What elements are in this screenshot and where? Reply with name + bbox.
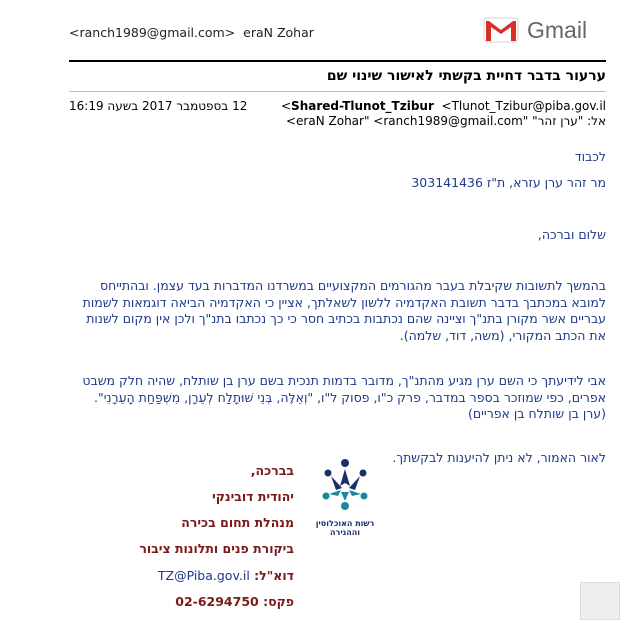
signature-regards: בברכה, [250,463,294,478]
account-email: <ranch1989@gmail.com> [69,25,236,40]
to-value: "ערן זהר" "eraN Zohar" <ranch1989@gmail.com> [285,114,584,128]
to-label: אל: [587,114,606,128]
signature-email-row [158,568,294,583]
sender-line [281,99,606,113]
account-info [69,25,314,40]
email-subject: ערעור בדבר דחיית בקשתי לאישור שינוי שם [326,68,606,84]
email-label: דוא"ל: [254,568,294,583]
page-corner-box [580,582,620,620]
paragraph-1: בהמשך לתשובות שקיבלת בעבר מהגורמים המקצועיים במשרדנו המדברות בעד עצמן. ובהתייחס למובא במכתבך בדבר תשובת האקדמיה ללשון לשאלתך, אציין כי האקדמיה הביאה דוגמאות לשמות עבריים אשר מקורן בתנ"ך וציינה שהם נכתבות בכתיב חסר כי כך נכתבו בתנ"ך ולכן אין מקום לשנות את הכתב המקורי, (משה, דוד, שלמה). [82,278,606,343]
signature-name: יהודית דובינקי [212,489,294,504]
gmail-icon [483,16,519,44]
email-date: 12 בספטמבר 2017 בשעה 16:19 [69,99,248,113]
population-authority-logo-icon [316,456,374,522]
closing-line: לאור האמור, לא ניתן להיענות לבקשתך. [392,450,606,465]
greeting: שלום וברכה, [537,227,606,242]
signature-email-link[interactable]: TZ@Piba.gov.il [157,568,250,583]
account-name: eraN Zohar [243,25,314,40]
gmail-wordmark: Gmail [527,17,588,43]
signature-department: ביקורת פנים ותלונות ציבור [139,541,294,556]
subject-divider [69,91,606,92]
signature-title: מנהלת תחום בכירה [181,515,294,530]
paragraph-2: אבי לידיעתך כי השם ערן מגיע מהתנ"ך, מדובר בדמות תנכית בשם ערן בן שותלח, שהיה חלק משבט אפרים, כפי שמוזכר בספר במדבר, פרק כ"ו, פסוק ל"ו, "וְאֵלֶּה, בְּנֵי שׁוּתָלַח לְעֵרָן, מִשְׁפַּחַת הָעֵרָנִי". (ערן בן שותלח בן אפריים) [82,373,606,421]
fax-number: 02-6294750 [175,594,259,609]
header-divider [69,60,606,62]
signature-fax-row [175,594,294,609]
sender-name: Shared-Tlunot_Tzibur [291,99,434,113]
recipient-name: מר זהר ערן עזרא, ת"ז 303141436 [411,175,606,190]
logo-caption: רשות האוכלוסין וההגירה [315,519,375,537]
fax-label: פקס: [263,594,294,609]
sender-email: <Tlunot_Tzibur@piba.gov.il> [280,99,606,113]
recipient-line [286,114,606,128]
salutation: לכבוד [574,149,606,164]
